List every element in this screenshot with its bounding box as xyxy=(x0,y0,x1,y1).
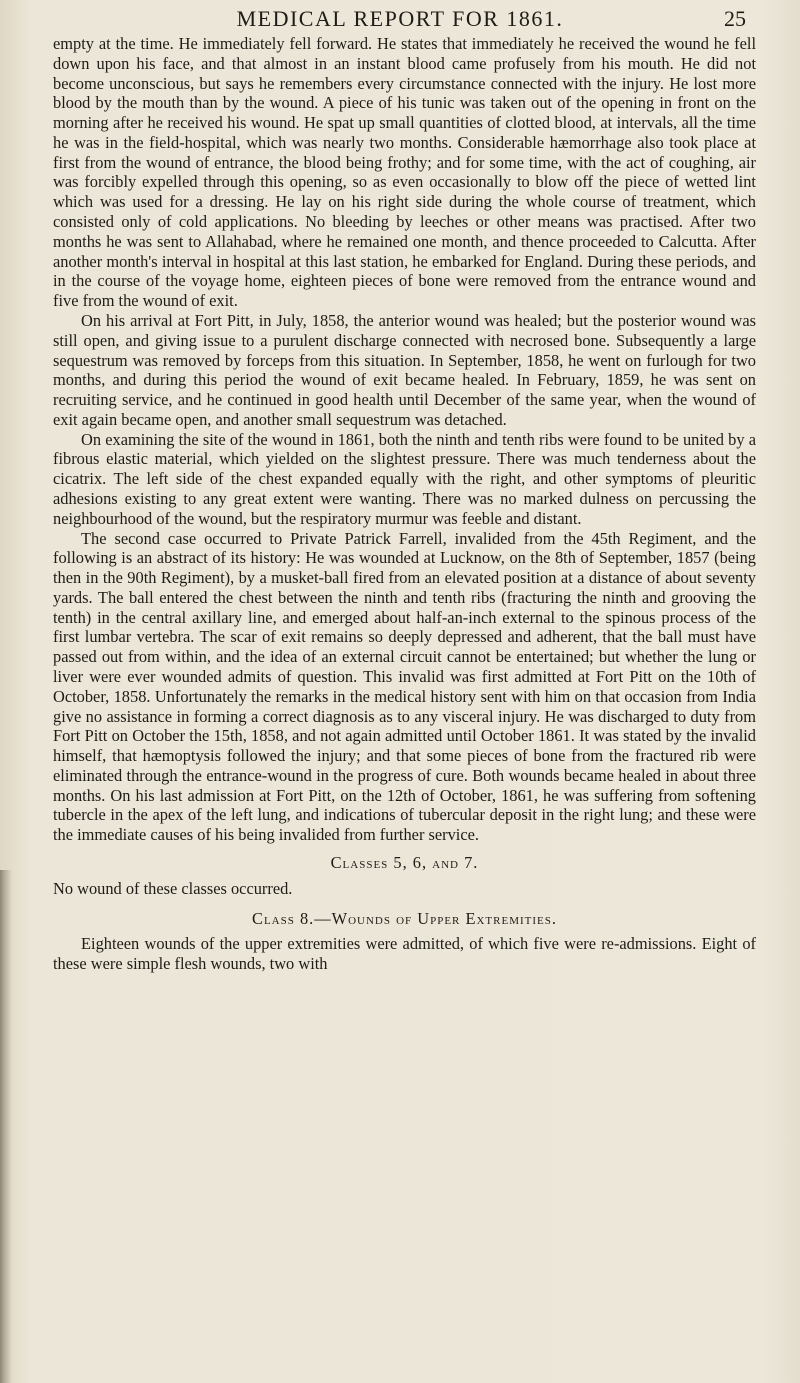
page-header xyxy=(0,6,800,36)
section-heading-class-8: Class 8.—Wounds of Upper Extremities. xyxy=(252,908,557,928)
section-text-class-8: Eighteen wounds of the upper extremities were admitted, of which five were re-admissions. Eight of these were simple flesh wounds, two with xyxy=(53,934,756,974)
page-number: 25 xyxy=(724,6,746,31)
section-text-classes-5-6-7: No wound of these classes occurred. xyxy=(53,878,293,898)
binding-shadow xyxy=(0,870,12,1383)
page-body xyxy=(53,34,756,974)
paragraph-second-case: The second case occurred to Private Patrick Farrell, invalided from the 45th Regiment, and the following is an abstract of its history: He was wounded at Lucknow, on the 8th of September, 1857 (being then in the 90th Regiment), by a musket-ball fired from an elevated position at a distance of about seventy yards. The ball entered the chest between the ninth and tenth ribs (fracturing the ninth and grooving the tenth) in the central axillary line, and emerged about half-an-inch external to the spinous process of the first lumbar vertebra. The scar of exit remains so deeply depressed and adherent, that the ball must have passed out from within, and the idea of an external circuit cannot be entertained; but whether the lung or liver were ever wounded admits of question. This invalid was first admitted at Fort Pitt on the 10th of October, 1858. Unfortunately the remarks in the medical history sent with him on that occasion from India give no assistance in forming a correct diagnosis as to any visceral injury. He was discharged to duty from Fort Pitt on October the 15th, 1858, and not again admitted until October 1861. It was stated by the invalid himself, that hæmoptysis followed the injury; and that some pieces of bone from the fractured rib were eliminated through the entrance-wound in the progress of cure. Both wounds became healed in about three months. On his last admission at Fort Pitt, on the 12th of October, 1861, he was suffering from softening tubercle in the apex of the left lung, and indications of tubercular deposit in the right lung; and these were the immediate causes of his being invalided from further service. xyxy=(53,528,756,845)
section-heading-classes-5-6-7: Classes 5, 6, and 7. xyxy=(330,853,479,873)
paragraph-examination: On examining the site of the wound in 1861, both the ninth and tenth ribs were found to be united by a fibrous elastic material, which yielded on the slightest pressure. There was much tenderness about the cicatrix. The left side of the chest expanded equally with the right, and other symptoms of pleuritic adhesions existing to any great extent were wanting. There was no marked dulness on percussing the neighbourhood of the wound, but the respiratory murmur was feeble and distant. xyxy=(53,429,756,528)
paragraph-continued: empty at the time. He immediately fell forward. He states that immediately he received the wound he fell down upon his face, and that almost in an instant blood came profusely from his mouth. He did not become unconscious, but says he remembers every circumstance connected with the injury. He lost more blood by the mouth than by the wound. A piece of his tunic was taken out of the opening in front on the morning after he received his wound. He spat up small quantities of clotted blood, at intervals, all the time he was in the field-hospital, which was nearly two months. Considerable hæmorrhage also took place at first from the wound of entrance, the blood being frothy; and for some time, with the act of coughing, air was forcibly expelled through this opening, so as even occasionally to blow off the piece of wetted lint which was used for a dressing. He lay on his right side during the whole course of treatment, which consisted only of cold applications. No bleeding by leeches or other means was practised. After two months he was sent to Allahabad, where he remained one month, and thence proceeded to Calcutta. After another month's interval in hospital at this last station, he embarked for England. During these periods, and in the course of the voyage home, eighteen pieces of bone were removed from the entrance wound and five from the wound of exit. xyxy=(53,34,756,311)
paragraph-fort-pitt-arrival: On his arrival at Fort Pitt, in July, 1858, the anterior wound was healed; but the posterior wound was still open, and giving issue to a purulent discharge connected with necrosed bone. Subsequently a large sequestrum was removed by forceps from this situation. In September, 1858, he went on furlough for two months, and during this period the wound of exit became healed. In February, 1859, he was sent on recruiting service, and he continued in good health until December of the same year, when the wound of exit again became open, and another small sequestrum was detached. xyxy=(53,310,756,429)
running-title: MEDICAL REPORT FOR 1861. xyxy=(236,6,564,31)
